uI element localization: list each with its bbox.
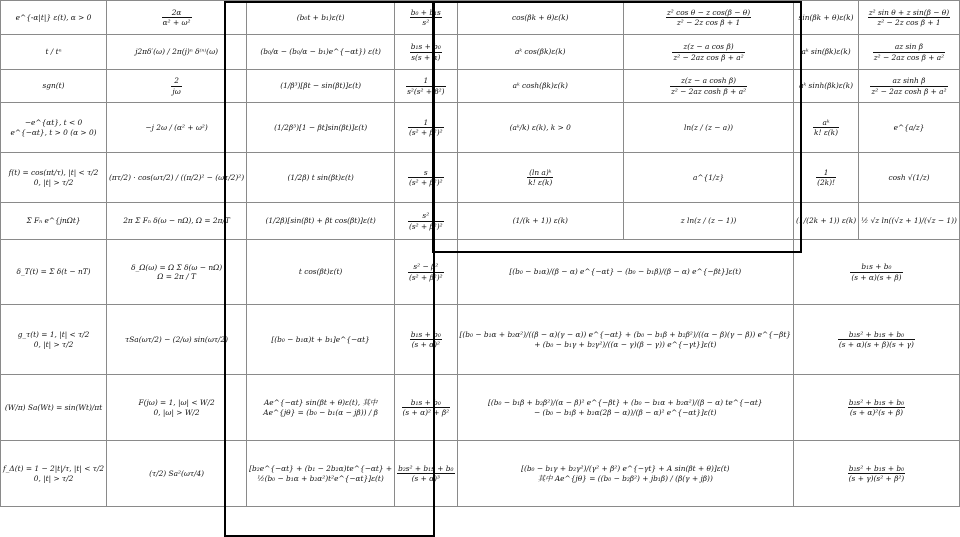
table-cell [794,240,960,305]
table-cell [395,375,457,441]
table-row [1,203,960,240]
expression: j2πδ′(ω) / 2π(j)ⁿ δ⁽ⁿ⁾(ω) [135,47,218,57]
numerator: 1 [816,168,836,178]
expression: 2π Σ Fₙ δ(ω − nΩ), Ω = 2π/T [123,216,230,226]
piecewise-expression [3,168,104,187]
expression: ½ √z ln((√z + 1)/(√z − 1)) [861,216,957,226]
expression-line: δ_Ω(ω) = Ω Σ δ(ω − nΩ) [131,262,223,272]
expression: sin(βk + θ)ε(k) [798,12,854,22]
fraction [171,76,181,96]
table-cell [859,103,960,153]
table-cell [457,35,623,70]
expression: sgn(t) [42,81,65,91]
denominator: (s + γ)(s² + β²) [848,474,905,483]
expression: Σ Fₙ e^{jnΩt} [26,216,81,226]
table-cell [1,375,107,441]
expression-line: Ω = 2π / T [157,272,196,281]
expression: aᵏ cos(βk)ε(k) [514,47,566,57]
expression: cosh √(1/z) [888,172,930,182]
numerator: b₀ + b₁s [410,7,441,17]
table-cell [794,70,859,103]
table-cell [794,441,960,507]
expression: e^{a/z} [893,122,925,132]
expression: t cos(βt)ε(t) [298,267,343,277]
table-cell [395,305,457,375]
table-cell [395,1,457,35]
table-row [1,103,960,153]
expression-line: 0, |t| > τ/2 [33,339,74,349]
expression: aᵏ sinh(βk)ε(k) [799,81,853,91]
table-cell [395,70,457,103]
fraction [870,76,947,96]
numerator: z² cos θ − z cos(β − θ) [666,7,751,17]
table-cell [395,441,457,507]
table-cell [107,441,247,507]
expression: τSa(ωτ/2) − (2/ω) sin(ωτ/2) [125,334,229,344]
table-row [1,1,960,35]
piecewise-expression [460,330,792,349]
numerator: b₁s + b₀ [402,398,451,408]
numerator: (ln a)ᵏ [529,167,552,177]
table-row [1,240,960,305]
fraction [162,8,192,28]
expression-line: 0, |ω| > W/2 [153,407,200,417]
table-row [1,35,960,70]
table-cell [457,441,794,507]
table-cell [247,1,395,35]
table-cell [794,153,859,203]
table-cell [457,103,623,153]
expression-line: [(b₀ − b₁α + b₂α²)/((β − α)(γ − α)) e^{−αt} + (b₀ − b₁β + b₂β²)/((α − β)(γ − β)) e^{−βt} [459,330,792,340]
fraction [868,8,950,28]
fraction [813,118,839,138]
denominator: (s² + β²)² [408,178,443,187]
expression: (W/π) Sa(Wt) = sin(Wt)/πt [4,402,103,412]
expression: (1/(2k + 1)) ε(k) [796,216,857,226]
expression: ln(z / (z − a)) [684,122,733,132]
denominator: z² − 2z cos β + 1 [676,18,741,27]
expression: aᵏ sin(βk)ε(k) [801,47,851,57]
table-cell [247,240,395,305]
fraction [408,262,444,282]
table-cell [457,203,623,240]
piecewise-expression [109,263,244,282]
numerator: 1 [408,118,444,128]
fraction [410,8,442,28]
table-cell [794,35,859,70]
expression-line: f(t) = cos(πt/τ), |t| < τ/2 [8,168,99,178]
fraction [408,118,444,138]
expression: δ_T(t) = Σ δ(t − nT) [16,267,91,277]
fraction [410,42,442,62]
table-cell [624,103,794,153]
table-cell [457,240,794,305]
expression-line: [(b₀ − b₁β + b₂β²)/(α − β)² e^{−βt} + (b₀ − b₁α + b₂α²)/(β − α) te^{−αt} [488,398,763,408]
fraction [410,330,442,350]
expression-line: + (b₀ − b₁γ + b₂γ²)/((α − γ)(β − γ)) e^{−γt}]ε(t) [534,339,717,349]
fraction [670,76,747,96]
expression-line: F(jω) = 1, |ω| < W/2 [138,398,215,408]
table-cell [457,375,794,441]
table-cell [457,305,794,375]
expression-line: 0, |t| > τ/2 [33,177,74,187]
numerator: aᵏ [813,118,839,128]
denominator: (s² + β²)² [408,128,443,137]
denominator: z² − 2az cos β + a² [873,52,945,62]
piecewise-expression [249,398,392,417]
table-cell [247,70,395,103]
table-cell [107,153,247,203]
table-cell [1,35,107,70]
denominator: z² − 2az cosh β + a² [670,86,747,96]
expression-line: Ae^{jθ} = (b₀ − b₁(α − jβ)) / β [263,407,378,417]
table-cell [794,305,960,375]
piecewise-expression [3,118,104,137]
numerator: b₂s² + b₁s + b₀ [848,397,905,407]
expression: aᵏ cosh(βk)ε(k) [512,81,568,91]
table-cell [107,70,247,103]
expression: (aᵏ/k) ε(k), k > 0 [509,122,571,132]
expression: [(b₀ − b₁α)t + b₁]e^{−αt} [271,334,370,344]
fraction [848,398,905,418]
expression: (b₀/α − (b₀/α − b₁)e^{−αt}) ε(t) [260,47,381,57]
table-row [1,305,960,375]
denominator: s(s + α) [411,52,441,62]
fraction [672,42,744,62]
fraction [527,168,553,188]
numerator: s² [408,211,444,221]
table-cell [247,375,395,441]
denominator: α² + ω² [162,18,191,27]
expression-line: e^{−αt}, t > 0 (α > 0) [10,127,97,137]
table-cell [247,103,395,153]
expression-line: ½(b₀ − b₁α + b₂α²)t²e^{−αt}]ε(t) [257,473,384,483]
table-cell [395,153,457,203]
fraction [873,42,945,62]
table-cell [1,70,107,103]
numerator: z(z − a cosh β) [670,76,747,86]
table-cell [794,375,960,441]
piecewise-expression [109,398,244,417]
table-cell [247,305,395,375]
expression-line: [b₂e^{−αt} + (b₁ − 2b₂α)te^{−αt} + [249,464,393,474]
numerator: 2α [162,8,192,18]
table-cell [859,153,960,203]
denominator: k! ε(k) [528,178,553,187]
fraction [838,330,915,350]
expression: (τ/2) Sa²(ωτ/4) [149,468,205,478]
denominator: s²(s² + β²) [407,86,445,96]
table-body [1,1,960,507]
table-cell [1,1,107,35]
table-cell [395,240,457,305]
expression: cos(βk + θ)ε(k) [512,12,569,22]
denominator: (s + α)² [411,340,440,349]
numerator: b₂s² + b₁s + b₀ [838,330,915,340]
table-cell [624,1,794,35]
expression-line: Ae^{−αt} sin(βt + θ)ε(t), 其中 [263,398,378,408]
table-cell [247,35,395,70]
table-row [1,441,960,507]
fraction [408,168,444,188]
fraction [666,8,751,28]
piecewise-expression [3,464,104,483]
expression-line: g_τ(t) = 1, |t| < τ/2 [17,330,90,340]
expression: −j 2ω / (α² + ω²) [145,122,208,132]
fraction [408,211,444,231]
table-cell [1,203,107,240]
denominator: (s + α)(s + β)(s + γ) [838,340,914,349]
expression: (b₀t + b₁)ε(t) [296,12,345,22]
numerator: 2 [171,76,181,86]
numerator: b₁s + b₀ [850,262,902,272]
denominator: (2k)! [817,178,835,187]
table-cell [107,375,247,441]
denominator: s² [422,18,430,27]
numerator: z(z − a cos β) [672,42,744,52]
expression: z ln(z / (z − 1)) [680,216,737,226]
table-cell [624,203,794,240]
expression-line: 其中 Ae^{jθ} = ((b₀ − b₂β²) + jb₁β) / (β(γ + jβ)) [537,473,713,483]
numerator: b₂s² + b₁s + b₀ [398,463,454,473]
denominator: (s + α)(s + β) [851,272,902,282]
numerator: b₁s + b₀ [410,42,441,52]
table-cell [247,203,395,240]
fraction [816,168,836,188]
piecewise-expression [249,464,392,483]
table-cell [859,1,960,35]
table-cell [395,103,457,153]
numerator: 1 [406,76,445,86]
expression: t / tⁿ [45,47,62,57]
table-row [1,375,960,441]
table-cell [859,203,960,240]
table-cell [859,70,960,103]
table-cell [1,153,107,203]
denominator: (s + α)² + β² [402,408,450,417]
table-cell [794,103,859,153]
numerator: b₂s² + b₁s + b₀ [848,463,905,473]
fraction [402,398,451,418]
numerator: s [408,168,444,178]
denominator: k! ε(k) [814,128,839,137]
table-cell [107,203,247,240]
expression-line: f_Δ(t) = 1 − 2|t|/τ, |t| < τ/2 [3,464,105,474]
expression: [(b₀ − b₁α)/(β − α) e^{−αt} − (b₀ − b₁β)/(β − α) e^{−βt}]ε(t) [509,267,742,277]
table-cell [247,441,395,507]
denominator: z² − 2az cosh β + a² [871,86,947,96]
expression: (1/β³)[βt − sin(βt)]ε(t) [280,81,361,91]
denominator: (s + α)²(s + β) [849,408,903,417]
numerator: z² sin θ + z sin(β − θ) [868,7,950,17]
piecewise-expression [460,464,792,483]
fraction [848,464,906,484]
table-cell [624,70,794,103]
expression: (1/2β³)[1 − βt]sin(βt)]ε(t) [274,122,368,132]
table-cell [859,35,960,70]
numerator: b₁s + b₀ [410,329,441,339]
expression-line: [(b₀ − b₁γ + b₂γ²)/(γ² + β²) e^{−γt} + A sin(βt + θ)]ε(t) [521,464,730,474]
fraction [850,262,902,282]
piecewise-expression [460,398,792,417]
denominator: jω [172,86,181,96]
table-cell [1,240,107,305]
table-cell [395,35,457,70]
table-cell [247,153,395,203]
table-cell [107,305,247,375]
expression: (1/2β)[sin(βt) + βt cos(βt)]ε(t) [265,216,376,226]
table-cell [457,153,623,203]
table-cell [457,1,623,35]
numerator: s² − β² [408,262,444,272]
table-cell [457,70,623,103]
denominator: z² − 2z cos β + 1 [877,18,941,27]
expression-line: 0, |t| > τ/2 [33,473,74,483]
expression: (πτ/2) · cos(ωτ/2) / ((π/2)² − (ωτ/2)²) [109,172,245,182]
numerator: az sinh β [870,76,947,86]
expression-line: − (b₀ − b₁β + b₂α(2β − α))/(β − α)² e^{−αt}]ε(t) [534,407,717,417]
expression: (1/(k + 1)) ε(k) [512,216,568,226]
table-cell [624,35,794,70]
fraction [406,76,445,96]
denominator: z² − 2az cos β + a² [673,52,744,62]
table-cell [107,103,247,153]
denominator: (s² + β²)² [408,272,443,282]
table-cell [395,203,457,240]
expression: (1/2β) t sin(βt)ε(t) [287,172,354,182]
table-cell [1,441,107,507]
denominator: (s + α)³ [411,474,440,483]
table-cell [107,35,247,70]
piecewise-expression [3,330,104,349]
table-cell [107,1,247,35]
table-cell [1,305,107,375]
table-cell [794,1,859,35]
denominator: (s² + β²)² [408,221,443,231]
expression: a^{1/z} [692,172,725,182]
fraction [397,464,454,484]
table-cell [107,240,247,305]
expression: e^{-α|t|} ε(t), α > 0 [15,12,92,22]
table-row [1,153,960,203]
table-cell [1,103,107,153]
table-cell [794,203,859,240]
expression-line: −e^{αt}, t < 0 [24,118,83,128]
numerator: az sin β [873,42,945,52]
table-cell [624,153,794,203]
table-row [1,70,960,103]
